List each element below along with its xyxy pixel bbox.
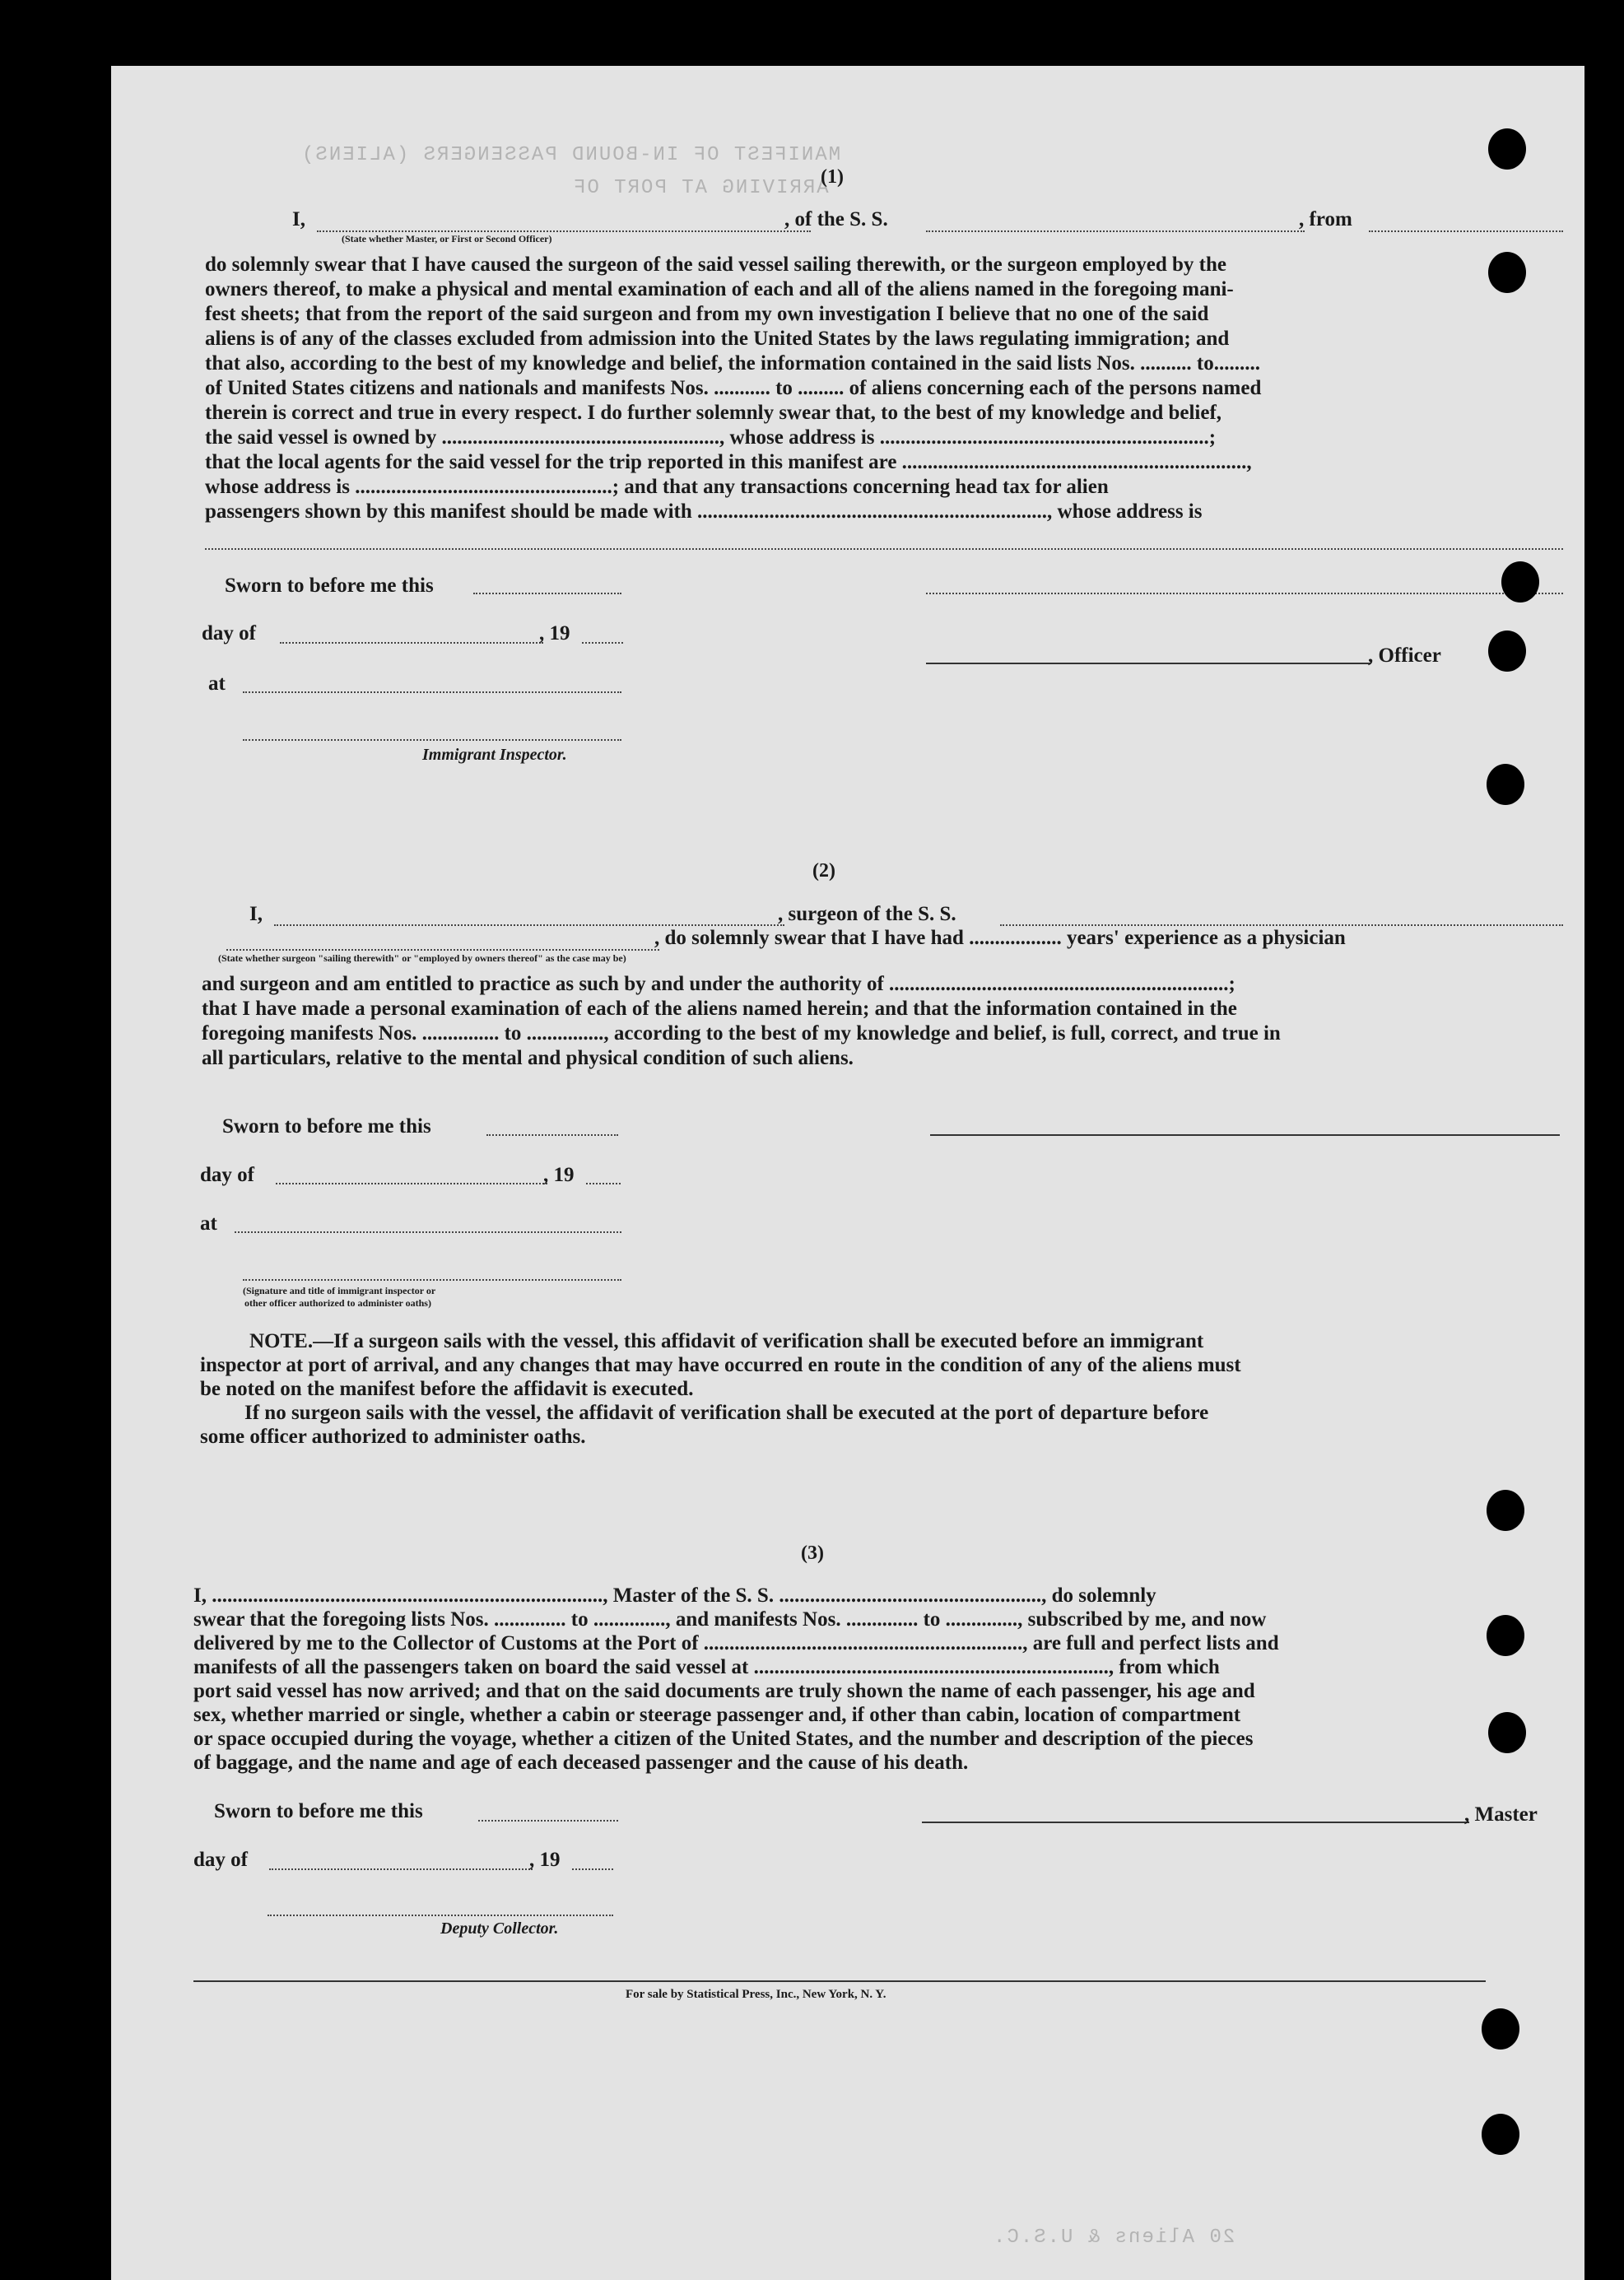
s3-day-field[interactable] xyxy=(269,1868,533,1870)
punch-hole xyxy=(1487,1615,1524,1656)
s3-sworn-field[interactable] xyxy=(478,1820,618,1822)
s1-year-label: , 19 xyxy=(539,622,570,644)
s3-master-signature-line[interactable] xyxy=(922,1822,1469,1823)
s2-inspector-field[interactable] xyxy=(243,1279,621,1281)
s2-sworn-field[interactable] xyxy=(486,1134,618,1136)
s1-inspector-field[interactable] xyxy=(243,739,621,741)
s2-paragraph-line-3: foregoing manifests Nos. ............... to ..............., according to the best of my knowledge and belief, is full, correct, and true in xyxy=(202,1022,1281,1045)
s3-paragraph-line-4: manifests of all the passengers taken on board the said vessel at ....................................................................., from which xyxy=(193,1656,1220,1678)
s3-master-label: , Master xyxy=(1464,1803,1538,1826)
s2-paragraph-line-4: all particulars, relative to the mental and physical condition of such aliens. xyxy=(202,1047,854,1069)
s1-paragraph-line-6: of United States citizens and nationals and manifests Nos. ........... to ......... of aliens concerning each of the persons named xyxy=(205,377,1262,399)
s1-paragraph-line-9: that the local agents for the said vessel for the trip reported in this manifest are ..................................................................., xyxy=(205,451,1252,473)
punch-hole xyxy=(1488,630,1526,672)
bleed-through-title: MANIFEST OF IN-BOUND PASSENGERS (ALIENS) xyxy=(300,144,841,166)
punch-hole xyxy=(1482,2008,1519,2050)
s1-paragraph-line-11: passengers shown by this manifest should be made with ...................................................................., whose address is xyxy=(205,500,1203,523)
s1-paragraph-line-8: the said vessel is owned by ......................................................, whose address is ................................................................; xyxy=(205,426,1217,449)
s2-signature-note-1: (Signature and title of immigrant inspector or xyxy=(243,1285,436,1296)
s1-day-field[interactable] xyxy=(280,642,543,644)
s3-sworn-label: Sworn to before me this xyxy=(214,1800,423,1822)
s1-from: , from xyxy=(1299,208,1352,230)
s2-at-label: at xyxy=(200,1212,217,1235)
s1-signature-field[interactable] xyxy=(926,593,1563,594)
section-1-number: (1) xyxy=(821,166,844,188)
s2-name-field[interactable] xyxy=(274,924,784,926)
s2-surgeon-note: (State whether surgeon "sailing therewith" or "employed by owners thereof" as the case may be) xyxy=(218,952,626,964)
s1-vessel-field[interactable] xyxy=(926,230,1305,232)
s1-address-continuation-field[interactable] xyxy=(205,548,1563,550)
s2-day-field[interactable] xyxy=(276,1183,547,1184)
s2-surgeon-label: , surgeon of the S. S. xyxy=(778,903,956,925)
s2-i: I, xyxy=(249,903,263,925)
punch-hole xyxy=(1488,252,1526,293)
s1-paragraph-line-3: fest sheets; that from the report of the said surgeon and from my own investigation I believe that no one of the said xyxy=(205,303,1209,325)
s1-paragraph-line-1: do solemnly swear that I have caused the surgeon of the said vessel sailing therewith, or the surgeon employed by the xyxy=(205,254,1226,276)
s2-sworn-label: Sworn to before me this xyxy=(222,1115,431,1138)
s1-year-field[interactable] xyxy=(582,642,623,644)
punch-hole xyxy=(1488,128,1526,170)
punch-hole xyxy=(1488,1712,1526,1753)
s2-vessel-field[interactable] xyxy=(1000,924,1563,926)
s3-year-field[interactable] xyxy=(572,1868,613,1870)
note-line-1: NOTE.—If a surgeon sails with the vessel, this affidavit of verification shall be executed before an immigrant xyxy=(249,1330,1204,1352)
s1-at-field[interactable] xyxy=(243,691,621,693)
s1-officer-field[interactable] xyxy=(317,230,811,232)
note-line-5: some officer authorized to administer oaths. xyxy=(200,1426,586,1448)
s1-paragraph-line-10: whose address is ..................................................; and that any transactions concerning head tax for alien xyxy=(205,476,1109,498)
s3-paragraph-line-6: sex, whether married or single, whether a cabin or steerage passenger and, if other than cabin, location of compartment xyxy=(193,1704,1241,1726)
bleed-through-bottom: 20 Aliens & U.S.C. xyxy=(992,2226,1235,2249)
note-line-2: inspector at port of arrival, and any changes that may have occurred en route in the condition of any of the aliens must xyxy=(200,1354,1241,1376)
s1-sworn-label: Sworn to before me this xyxy=(225,575,434,597)
s3-paragraph-line-3: delivered by me to the Collector of Customs at the Port of .............................................................., are full and perfect lists and xyxy=(193,1632,1279,1654)
s2-signature-note-2: other officer authorized to administer oaths) xyxy=(244,1297,431,1309)
s2-day-of-label: day of xyxy=(200,1164,254,1186)
s2-signature-line[interactable] xyxy=(930,1134,1560,1136)
punch-hole xyxy=(1501,561,1539,603)
s1-officer-label: , Officer xyxy=(1368,644,1441,667)
s1-i: I, xyxy=(292,208,305,230)
punch-hole xyxy=(1487,764,1524,805)
s3-day-of-label: day of xyxy=(193,1849,248,1871)
s1-paragraph-line-2: owners thereof, to make a physical and mental examination of each and all of the aliens named in the foregoing mani- xyxy=(205,278,1234,300)
s3-paragraph-line-1: I, ............................................................................, Master of the S. S. ..................................................., do solemnly xyxy=(193,1584,1156,1607)
punch-hole xyxy=(1487,1490,1524,1531)
s2-paragraph-line-1: and surgeon and am entitled to practice as such by and under the authority of ..................................................................; xyxy=(202,973,1235,995)
punch-hole xyxy=(1482,2114,1519,2155)
section-3-number: (3) xyxy=(801,1542,824,1564)
bleed-through-subtitle: ARRIVING AT PORT OF xyxy=(572,177,829,199)
s2-paragraph-line-2: that I have made a personal examination of each of the aliens named herein; and that the information contained in the xyxy=(202,998,1237,1020)
s1-officer-signature-line[interactable] xyxy=(926,663,1370,664)
s3-year-label: , 19 xyxy=(529,1849,561,1871)
footer-printer: For sale by Statistical Press, Inc., New York, N. Y. xyxy=(626,1988,886,2001)
s2-surgeon-type-field[interactable] xyxy=(226,949,659,951)
s2-at-field[interactable] xyxy=(235,1231,621,1233)
s1-inspector-label: Immigrant Inspector. xyxy=(422,746,567,764)
footer-rule xyxy=(193,1980,1486,1982)
s1-paragraph-line-5: that also, according to the best of my knowledge and belief, the information contained in the said lists Nos. .......... to......... xyxy=(205,352,1260,375)
s2-year-label: , 19 xyxy=(543,1164,575,1186)
s1-day-of-label: day of xyxy=(202,622,256,644)
s2-year-field[interactable] xyxy=(586,1183,621,1184)
s1-of-ss: , of the S. S. xyxy=(784,208,888,230)
s3-paragraph-line-5: port said vessel has now arrived; and that on the said documents are truly shown the name of each passenger, his age and xyxy=(193,1680,1255,1702)
s3-paragraph-line-8: of baggage, and the name and age of each deceased passenger and the cause of his death. xyxy=(193,1752,969,1774)
s1-paragraph-line-4: aliens is of any of the classes excluded from admission into the United States by the laws regulating immigration; and xyxy=(205,328,1230,350)
note-line-4: If no surgeon sails with the vessel, the affidavit of verification shall be executed at the port of departure before xyxy=(244,1402,1209,1424)
s3-paragraph-line-7: or space occupied during the voyage, whether a citizen of the United States, and the number and description of the pieces xyxy=(193,1728,1254,1750)
s1-paragraph-line-7: therein is correct and true in every respect. I do further solemnly swear that, to the best of my knowledge and belief, xyxy=(205,402,1222,424)
s3-collector-field[interactable] xyxy=(268,1915,613,1916)
s3-paragraph-line-2: swear that the foregoing lists Nos. .............. to .............., and manifests Nos. .............. to .............., subscribed by me, and now xyxy=(193,1608,1267,1631)
s1-officer-note: (State whether Master, or First or Second Officer) xyxy=(342,233,552,244)
s3-collector-label: Deputy Collector. xyxy=(440,1919,559,1938)
manifest-page xyxy=(111,66,1584,2280)
s1-sworn-field[interactable] xyxy=(473,593,621,594)
note-line-3: be noted on the manifest before the affidavit is executed. xyxy=(200,1378,694,1400)
s2-line-2: , do solemnly swear that I have had .................. years' experience as a physician xyxy=(654,927,1346,949)
s1-from-field[interactable] xyxy=(1369,230,1563,232)
s1-at-label: at xyxy=(208,672,226,695)
section-2-number: (2) xyxy=(812,860,835,882)
